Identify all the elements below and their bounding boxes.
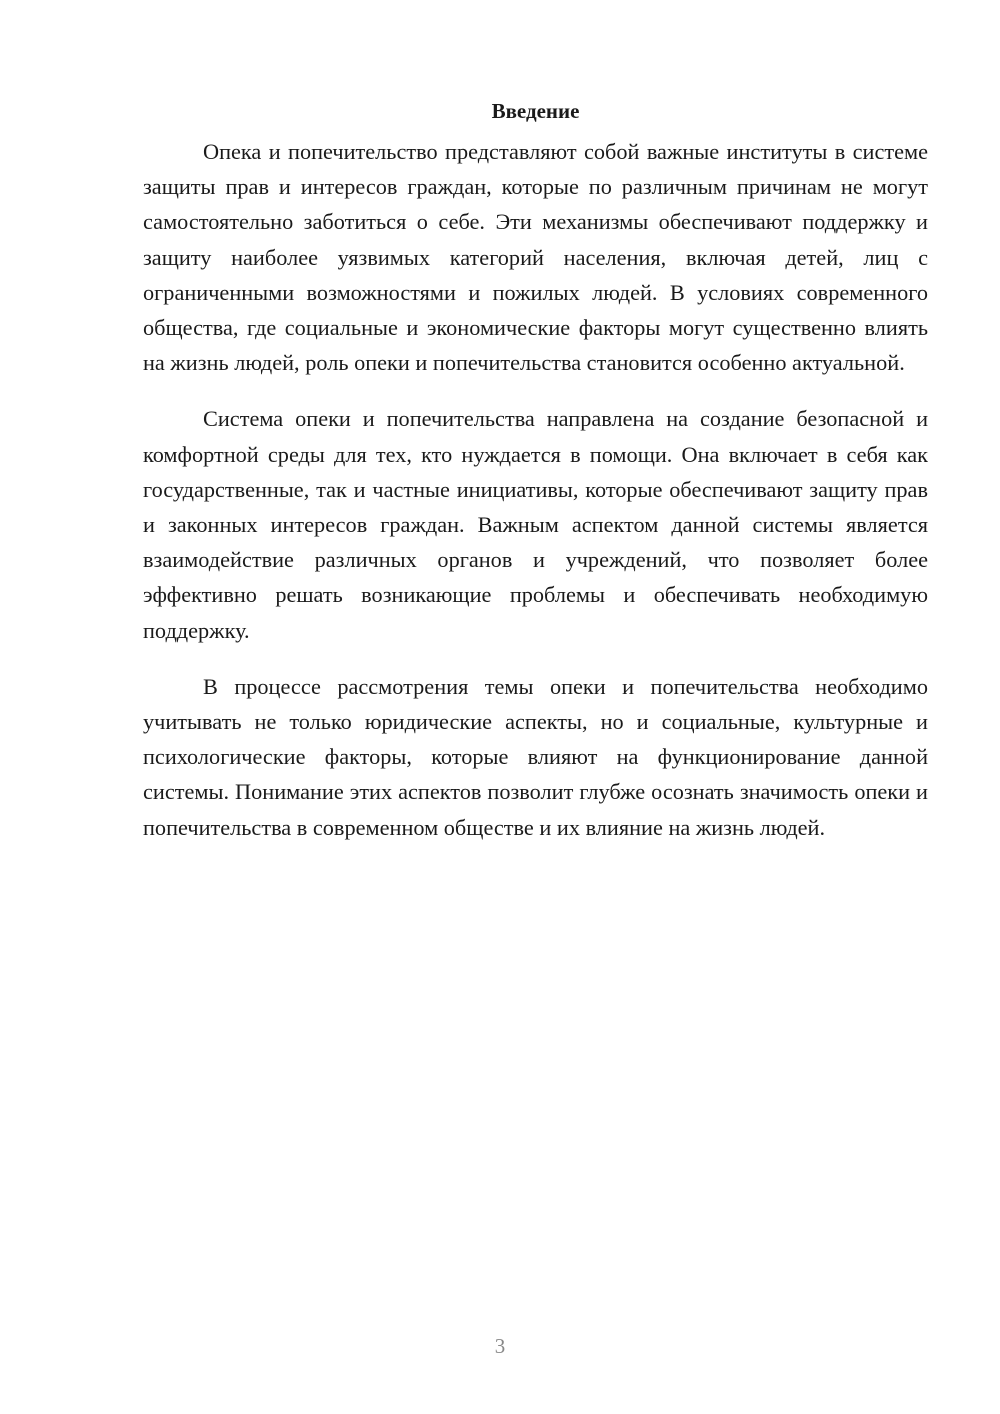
document-page bbox=[143, 96, 928, 866]
paragraph-2: Система опеки и попечительства направлена на создание безопасной и комфортной среды для тех, кто нуждается в помощи. Она включает в себя как государственные, так и частные инициативы, которые обеспечивают защиту прав и законных интересов граждан. Важным аспектом данной системы является взаимодействие различных органов и учреждений, что позволяет более эффективно решать возникающие проблемы и обеспечивать необходимую поддержку. bbox=[143, 406, 928, 643]
section-heading: Введение bbox=[491, 99, 580, 123]
paragraph-3: В процессе рассмотрения темы опеки и попечительства необходимо учитывать не только юридические аспекты, но и социальные, культурные и психологические факторы, которые влияют на функционирование данной системы. Понимание этих аспектов позволит глубже осознать значимость опеки и попечительства в современном обществе и их влияние на жизнь людей. bbox=[143, 673, 928, 840]
paragraph-1: Опека и попечительство представляют собой важные институты в системе защиты прав и интересов граждан, которые по различным причинам не могут самостоятельно заботиться о себе. Эти механизмы обеспечивают поддержку и защиту наиболее уязвимых категорий населения, включая детей, лиц с ограниченными возможностями и пожилых людей. В условиях современного общества, где социальные и экономические факторы могут существенно влиять на жизнь людей, роль опеки и попечительства становится особенно актуальной. bbox=[143, 139, 928, 376]
page-number: 3 bbox=[494, 1334, 506, 1358]
